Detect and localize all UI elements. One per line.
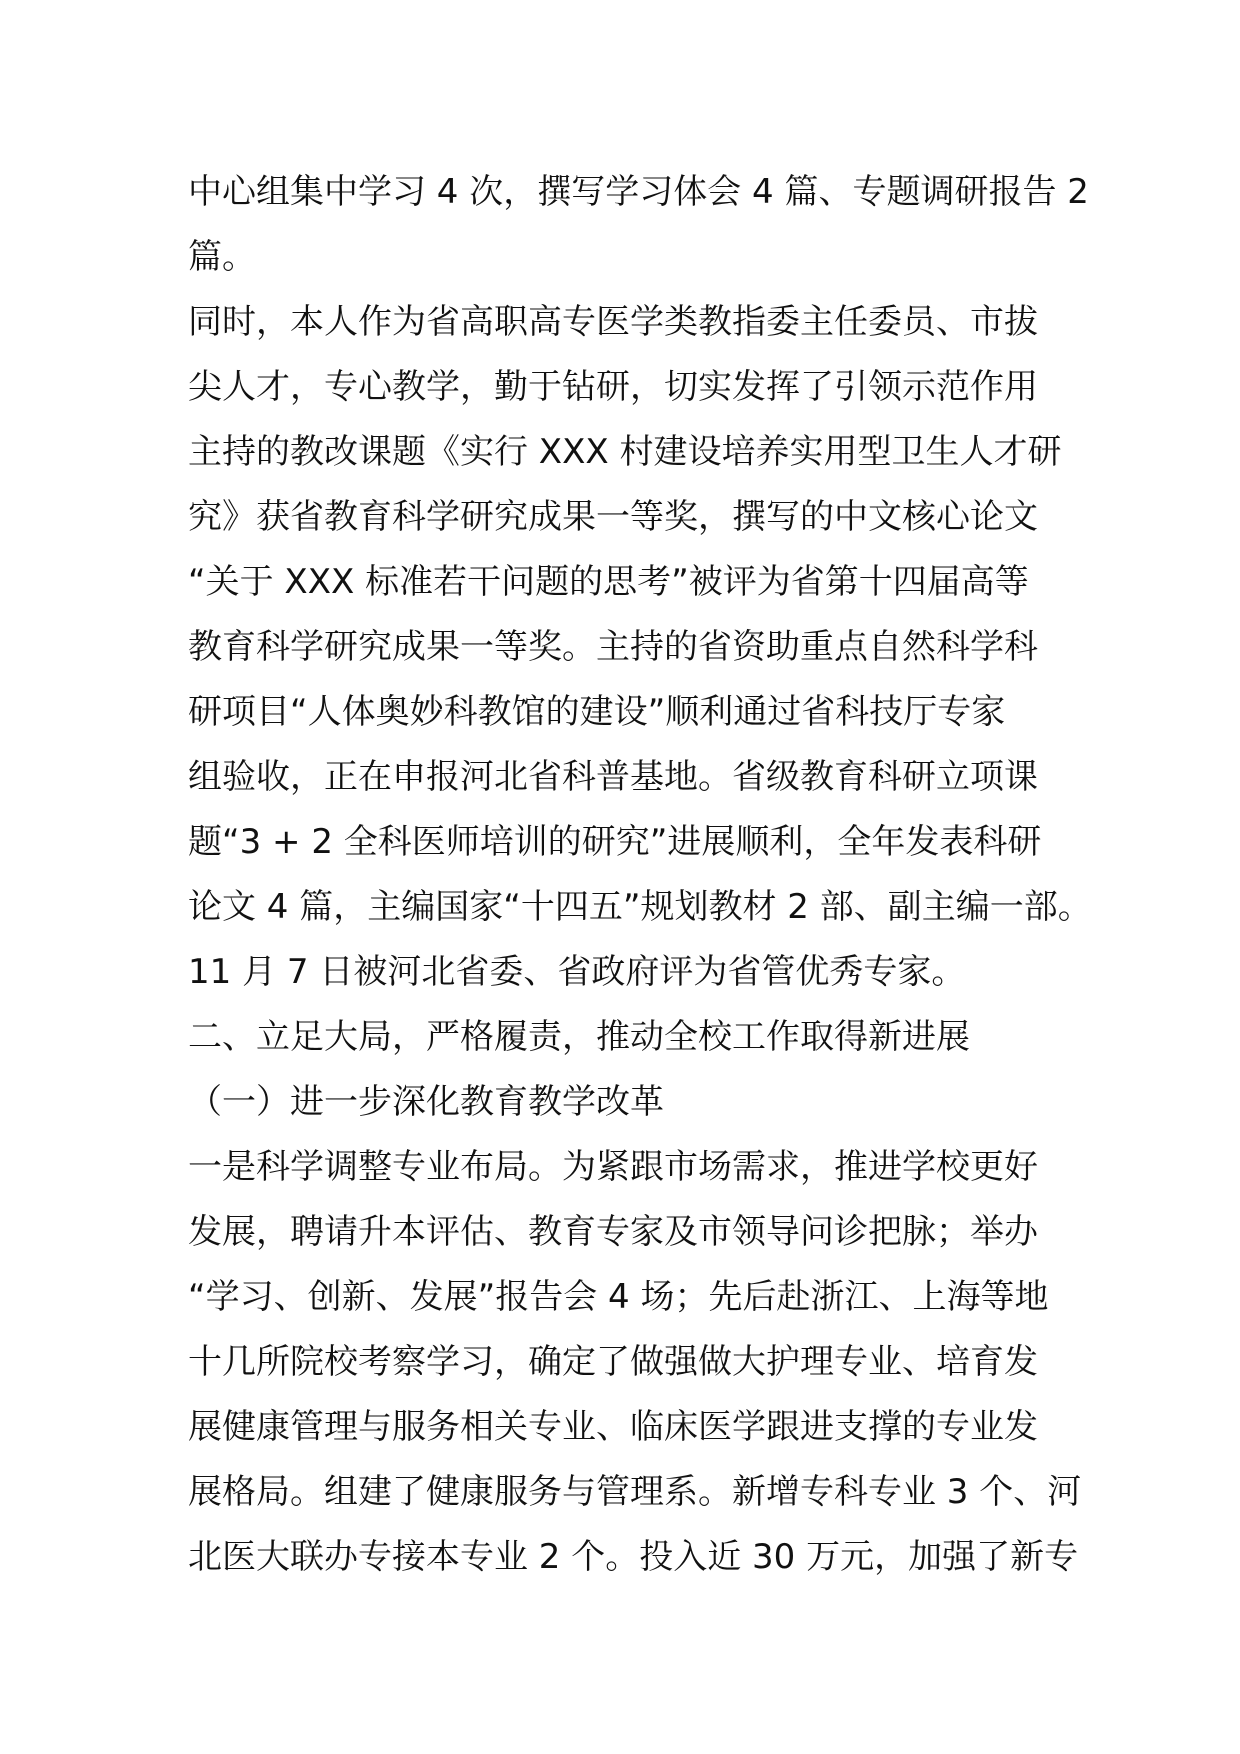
text-line-4: 尖人才，专心教学，勤于钻研，切实发挥了引领示范作用 <box>188 367 1038 407</box>
text-line-21: 展格局。组建了健康服务与管理系。新增专科专业 3 个、河 <box>188 1472 1082 1512</box>
section-heading: 二、立足大局，严格履责，推动全校工作取得新进展 <box>188 1017 970 1057</box>
text-line-17: 发展，聘请升本评估、教育专家及市领导问诊把脉；举办 <box>188 1212 1038 1252</box>
text-line-6: 究》获省教育科学研究成果一等奖，撰写的中文核心论文 <box>188 497 1038 537</box>
text-line-3: 同时，本人作为省高职高专医学类教指委主任委员、市拔 <box>188 302 1038 342</box>
subsection-heading: （一）进一步深化教育教学改革 <box>188 1082 664 1122</box>
text-line-10: 组验收，正在申报河北省科普基地。省级教育科研立项课 <box>188 757 1038 797</box>
text-line-11: 题“3 + 2 全科医师培训的研究”进展顺利，全年发表科研 <box>188 822 1042 862</box>
text-line-18: “学习、创新、发展”报告会 4 场；先后赴浙江、上海等地 <box>188 1277 1049 1317</box>
text-line-7: “关于 XXX 标准若干问题的思考”被评为省第十四届高等 <box>188 562 1029 602</box>
text-line-1: 中心组集中学习 4 次，撰写学习体会 4 篇、专题调研报告 2 <box>188 172 1089 212</box>
text-line-22: 北医大联办专接本专业 2 个。投入近 30 万元，加强了新专 <box>188 1537 1079 1577</box>
text-line-5: 主持的教改课题《实行 XXX 村建设培养实用型卫生人才研 <box>188 432 1062 472</box>
text-line-12: 论文 4 篇，主编国家“十四五”规划教材 2 部、副主编一部。 <box>188 887 1092 927</box>
text-line-2: 篇。 <box>188 237 256 277</box>
text-line-9: 研项目“人体奥妙科教馆的建设”顺利通过省科技厅专家 <box>188 692 1006 732</box>
text-line-16: 一是科学调整专业布局。为紧跟市场需求，推进学校更好 <box>188 1147 1038 1187</box>
text-line-19: 十几所院校考察学习，确定了做强做大护理专业、培育发 <box>188 1342 1038 1382</box>
text-line-13: 11 月 7 日被河北省委、省政府评为省管优秀专家。 <box>188 952 966 992</box>
document-body <box>188 160 1092 1590</box>
text-line-8: 教育科学研究成果一等奖。主持的省资助重点自然科学科 <box>188 627 1038 667</box>
text-line-20: 展健康管理与服务相关专业、临床医学跟进支撑的专业发 <box>188 1407 1038 1447</box>
